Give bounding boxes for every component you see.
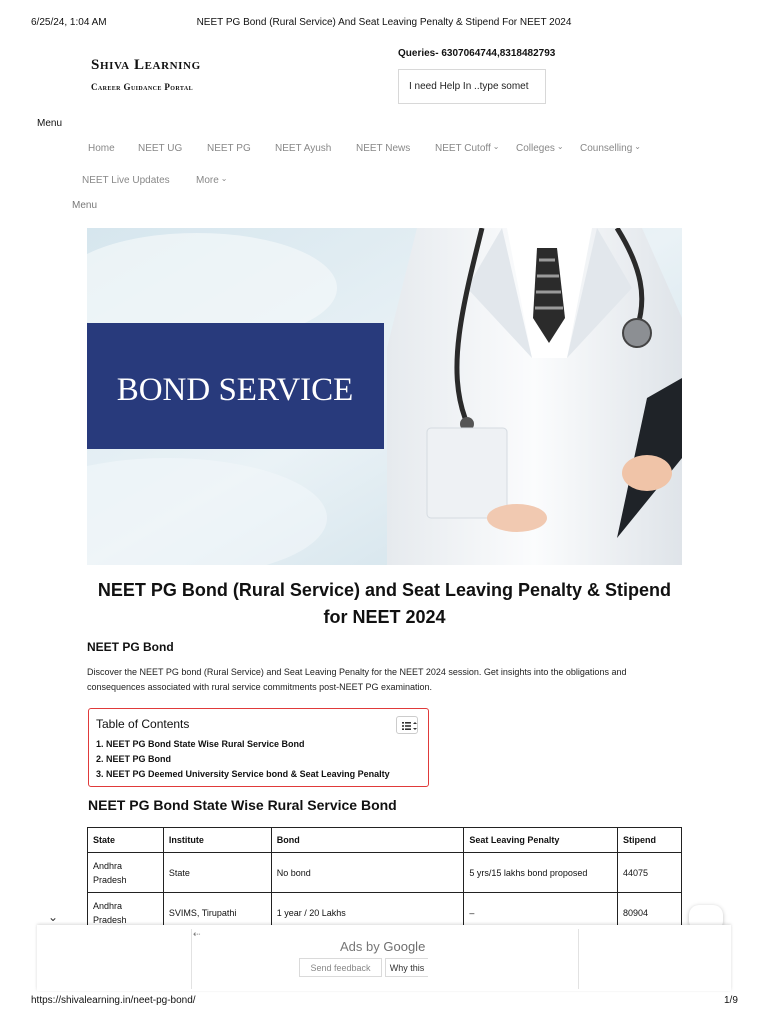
print-page-number: 1/9 — [724, 995, 738, 1006]
send-feedback-button[interactable]: Send feedback — [299, 958, 382, 977]
section-heading: NEET PG Bond State Wise Rural Service Bond — [88, 797, 397, 813]
nav-item-label: Colleges — [516, 143, 555, 154]
nav-item-label: NEET Live Updates — [82, 175, 170, 186]
nav-item-label: Home — [88, 143, 115, 154]
nav-item-neet-ug[interactable] — [138, 143, 182, 154]
help-search-input[interactable]: I need Help In ..type somet — [398, 69, 546, 104]
site-logo-name[interactable]: Shiva Learning — [91, 57, 201, 73]
print-url: https://shivalearning.in/neet-pg-bond/ — [31, 995, 196, 1006]
nav-item-label: Counselling — [580, 143, 633, 154]
toc-link[interactable]: 1. NEET PG Bond State Wise Rural Service Bond — [96, 739, 305, 749]
table-cell: SVIMS, Tirupathi — [163, 893, 271, 933]
nav-item-label: NEET Ayush — [275, 143, 332, 154]
toc-link[interactable]: 3. NEET PG Deemed University Service bond & Seat Leaving Penalty — [96, 769, 390, 779]
table-cell: 1 year / 20 Lakhs — [271, 893, 464, 933]
toc-title: Table of Contents — [96, 717, 190, 731]
table-cell: No bond — [271, 853, 464, 893]
table-cell: Andhra Pradesh — [88, 853, 164, 893]
nav-item-label: NEET Cutoff — [435, 143, 491, 154]
nav-item-colleges[interactable] — [516, 143, 564, 154]
nav-item-more[interactable] — [196, 175, 228, 186]
main-nav — [0, 140, 768, 200]
table-cell: 44075 — [618, 853, 682, 893]
nav-item-label: NEET News — [356, 143, 411, 154]
table-cell: 5 yrs/15 lakhs bond proposed — [464, 853, 618, 893]
column-header: State — [88, 828, 164, 853]
print-header — [0, 17, 768, 31]
ads-by-google — [340, 939, 425, 954]
column-header: Stipend — [618, 828, 682, 853]
column-header: Institute — [163, 828, 271, 853]
chevron-down-icon: ⌄ — [634, 142, 641, 151]
column-header: Seat Leaving Penalty — [464, 828, 618, 853]
hero-image — [87, 228, 682, 565]
table-cell: 80904 — [618, 893, 682, 933]
nav-item-neet-live-updates[interactable] — [82, 175, 170, 186]
toc-list — [96, 737, 390, 782]
list-toggle-icon — [397, 717, 419, 735]
secondary-menu-toggle[interactable]: Menu — [72, 200, 98, 211]
doctor-illustration — [87, 228, 682, 565]
column-header: Bond — [271, 828, 464, 853]
table-cell: State — [163, 853, 271, 893]
chevron-down-icon: ⌄ — [556, 142, 564, 151]
toc-link[interactable]: 2. NEET PG Bond — [96, 754, 172, 764]
toc-toggle-button[interactable] — [396, 716, 418, 734]
chevron-down-icon: ⌄ — [492, 142, 500, 151]
nav-item-label: NEET PG — [207, 143, 251, 154]
menu-toggle[interactable]: Menu — [37, 118, 63, 129]
chevron-down-icon: ⌄ — [220, 174, 228, 183]
nav-item-home[interactable] — [88, 143, 115, 154]
why-this-ad-button[interactable]: Why this — [385, 958, 428, 977]
nav-item-neet-ayush[interactable] — [275, 143, 331, 154]
table-of-contents — [88, 708, 429, 787]
ads-by-label: Ads by — [340, 939, 380, 954]
bond-table — [87, 827, 682, 933]
nav-item-label: NEET UG — [138, 143, 183, 154]
google-brand: Google — [383, 939, 426, 954]
article-title: NEET PG Bond (Rural Service) and Seat Leaving Penalty & Stipend for NEET 2024 — [97, 580, 672, 627]
table-header-row — [88, 828, 682, 853]
queries-contact: Queries- 6307064744,8318482793 — [398, 48, 556, 59]
nav-item-neet-news[interactable] — [356, 143, 410, 154]
article-intro: Discover the NEET PG bond (Rural Service) and Seat Leaving Penalty for the NEET 2024 session. Get insights into the obligations and consequences associated with rural service commitments post-NEET PG examination. — [87, 667, 627, 692]
print-timestamp: 6/25/24, 1:04 AM — [31, 17, 107, 28]
table-row — [88, 853, 682, 893]
nav-item-neet-pg[interactable] — [207, 143, 251, 154]
table-cell: – — [464, 893, 618, 933]
site-tagline: Career Guidance Portal — [91, 82, 193, 92]
left-arrow-icon[interactable]: ⇠ — [193, 929, 201, 939]
article-subheading: NEET PG Bond — [87, 640, 174, 654]
nav-item-neet-cutoff[interactable] — [435, 143, 499, 154]
chevron-down-icon[interactable]: ⌄ — [48, 910, 59, 924]
nav-item-label: More — [196, 175, 219, 186]
print-page-title: NEET PG Bond (Rural Service) And Seat Leaving Penalty & Stipend For NEET 2024 — [196, 17, 572, 28]
banner-text: BOND SERVICE — [116, 372, 354, 408]
nav-item-counselling[interactable] — [580, 143, 641, 154]
table-cell: Andhra Pradesh — [88, 893, 164, 933]
